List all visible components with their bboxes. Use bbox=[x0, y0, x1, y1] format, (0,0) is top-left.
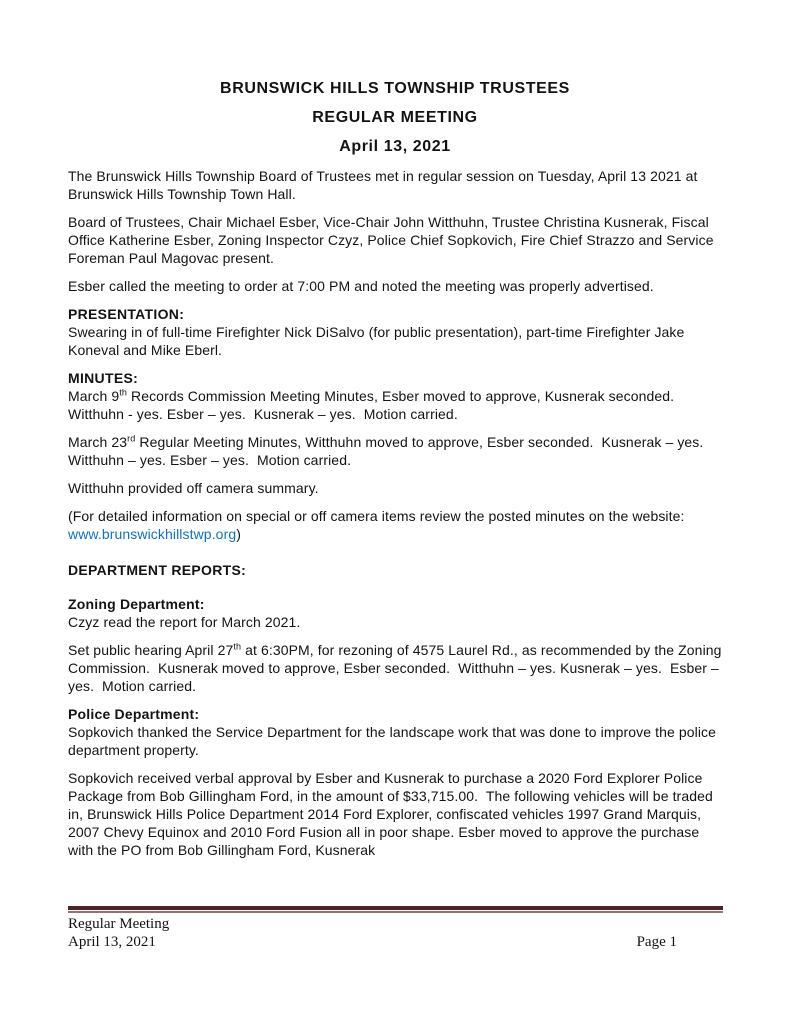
ordinal-superscript: th bbox=[119, 387, 127, 398]
paragraph: Set public hearing April 27th at 6:30PM, for rezoning of 4575 Laurel Rd., as recommended by the Zoning Commission. Kusnerak moved to approve, Esber seconded. Witthuhn – yes. Kusnerak – yes. Esber – yes. Motion carried. bbox=[68, 641, 726, 694]
paragraph: Esber called the meeting to order at 7:00 PM and noted the meeting was properly advertised. bbox=[68, 278, 654, 294]
section-heading: PRESENTATION: bbox=[68, 306, 185, 322]
paragraph: March 9th Records Commission Meeting Minutes, Esber moved to approve, Kusnerak seconded. Witthuhn - yes. Esber – yes. Kusnerak – yes. Motion carried. bbox=[68, 387, 679, 422]
footer-meeting-info bbox=[68, 915, 169, 951]
paragraph: Board of Trustees, Chair Michael Esber, Vice-Chair John Witthuhn, Trustee Christina Kusnerak, Fiscal Office Katherine Esber, Zoning Inspector Czyz, Police Chief Sopkovich, Fire Chief Strazzo and Service Foreman Paul Magovac present. bbox=[68, 214, 718, 266]
website-link[interactable]: www.brunswickhillstwp.org bbox=[68, 526, 237, 542]
page-footer bbox=[68, 906, 723, 951]
page-number: Page 1 bbox=[636, 934, 677, 950]
document-title-line-3: April 13, 2021 bbox=[339, 138, 451, 155]
paragraph: (For detailed information on special or off camera items review the posted minutes on the website: www.brunswickhillstwp.org) bbox=[68, 508, 689, 542]
footer-divider bbox=[68, 906, 723, 913]
document-title-line-1: BRUNSWICK HILLS TOWNSHIP TRUSTEES bbox=[220, 80, 570, 97]
paragraph: Czyz read the report for March 2021. bbox=[68, 614, 301, 630]
document-body bbox=[68, 167, 726, 869]
paragraph: Witthuhn provided off camera summary. bbox=[68, 480, 319, 496]
footer-meeting-type: Regular Meeting bbox=[68, 916, 170, 932]
paragraph: Sopkovich thanked the Service Department for the landscape work that was done to improve the police department property. bbox=[68, 724, 721, 758]
ordinal-superscript: rd bbox=[127, 433, 136, 444]
department-heading: Police Department: bbox=[68, 706, 200, 722]
section-heading: MINUTES: bbox=[68, 370, 139, 386]
document-content bbox=[68, 80, 726, 869]
paragraph: Sopkovich received verbal approval by Esber and Kusnerak to purchase a 2020 Ford Explorer Police Package from Bob Gillingham Ford, in the amount of $33,715.00. The following vehicles will be traded in, Brunswick Hills Police Department 2014 Ford Explorer, confiscated vehicles 1997 Grand Marquis, 2007 Chevy Equinox and 2010 Ford Fusion all in poor shape. Esber moved to approve the purchase with the PO from Bob Gillingham Ford, Kusnerak bbox=[68, 770, 717, 858]
paragraph: Swearing in of full-time Firefighter Nick DiSalvo (for public presentation), part-time Firefighter Jake Koneval and Mike Eberl. bbox=[68, 324, 689, 358]
department-heading: Zoning Department: bbox=[68, 596, 205, 612]
document-title-line-2: REGULAR MEETING bbox=[312, 109, 478, 126]
paragraph: March 23rd Regular Meeting Minutes, Witthuhn moved to approve, Esber seconded. Kusnerak – yes. Witthuhn – yes. Esber – yes. Motion carried. bbox=[68, 433, 708, 468]
ordinal-superscript: th bbox=[233, 641, 242, 652]
footer-meeting-date: April 13, 2021 bbox=[68, 934, 156, 950]
section-heading: DEPARTMENT REPORTS: bbox=[68, 562, 247, 578]
paragraph: The Brunswick Hills Township Board of Trustees met in regular session on Tuesday, April 13 2021 at Brunswick Hills Township Town Hall. bbox=[68, 168, 702, 202]
